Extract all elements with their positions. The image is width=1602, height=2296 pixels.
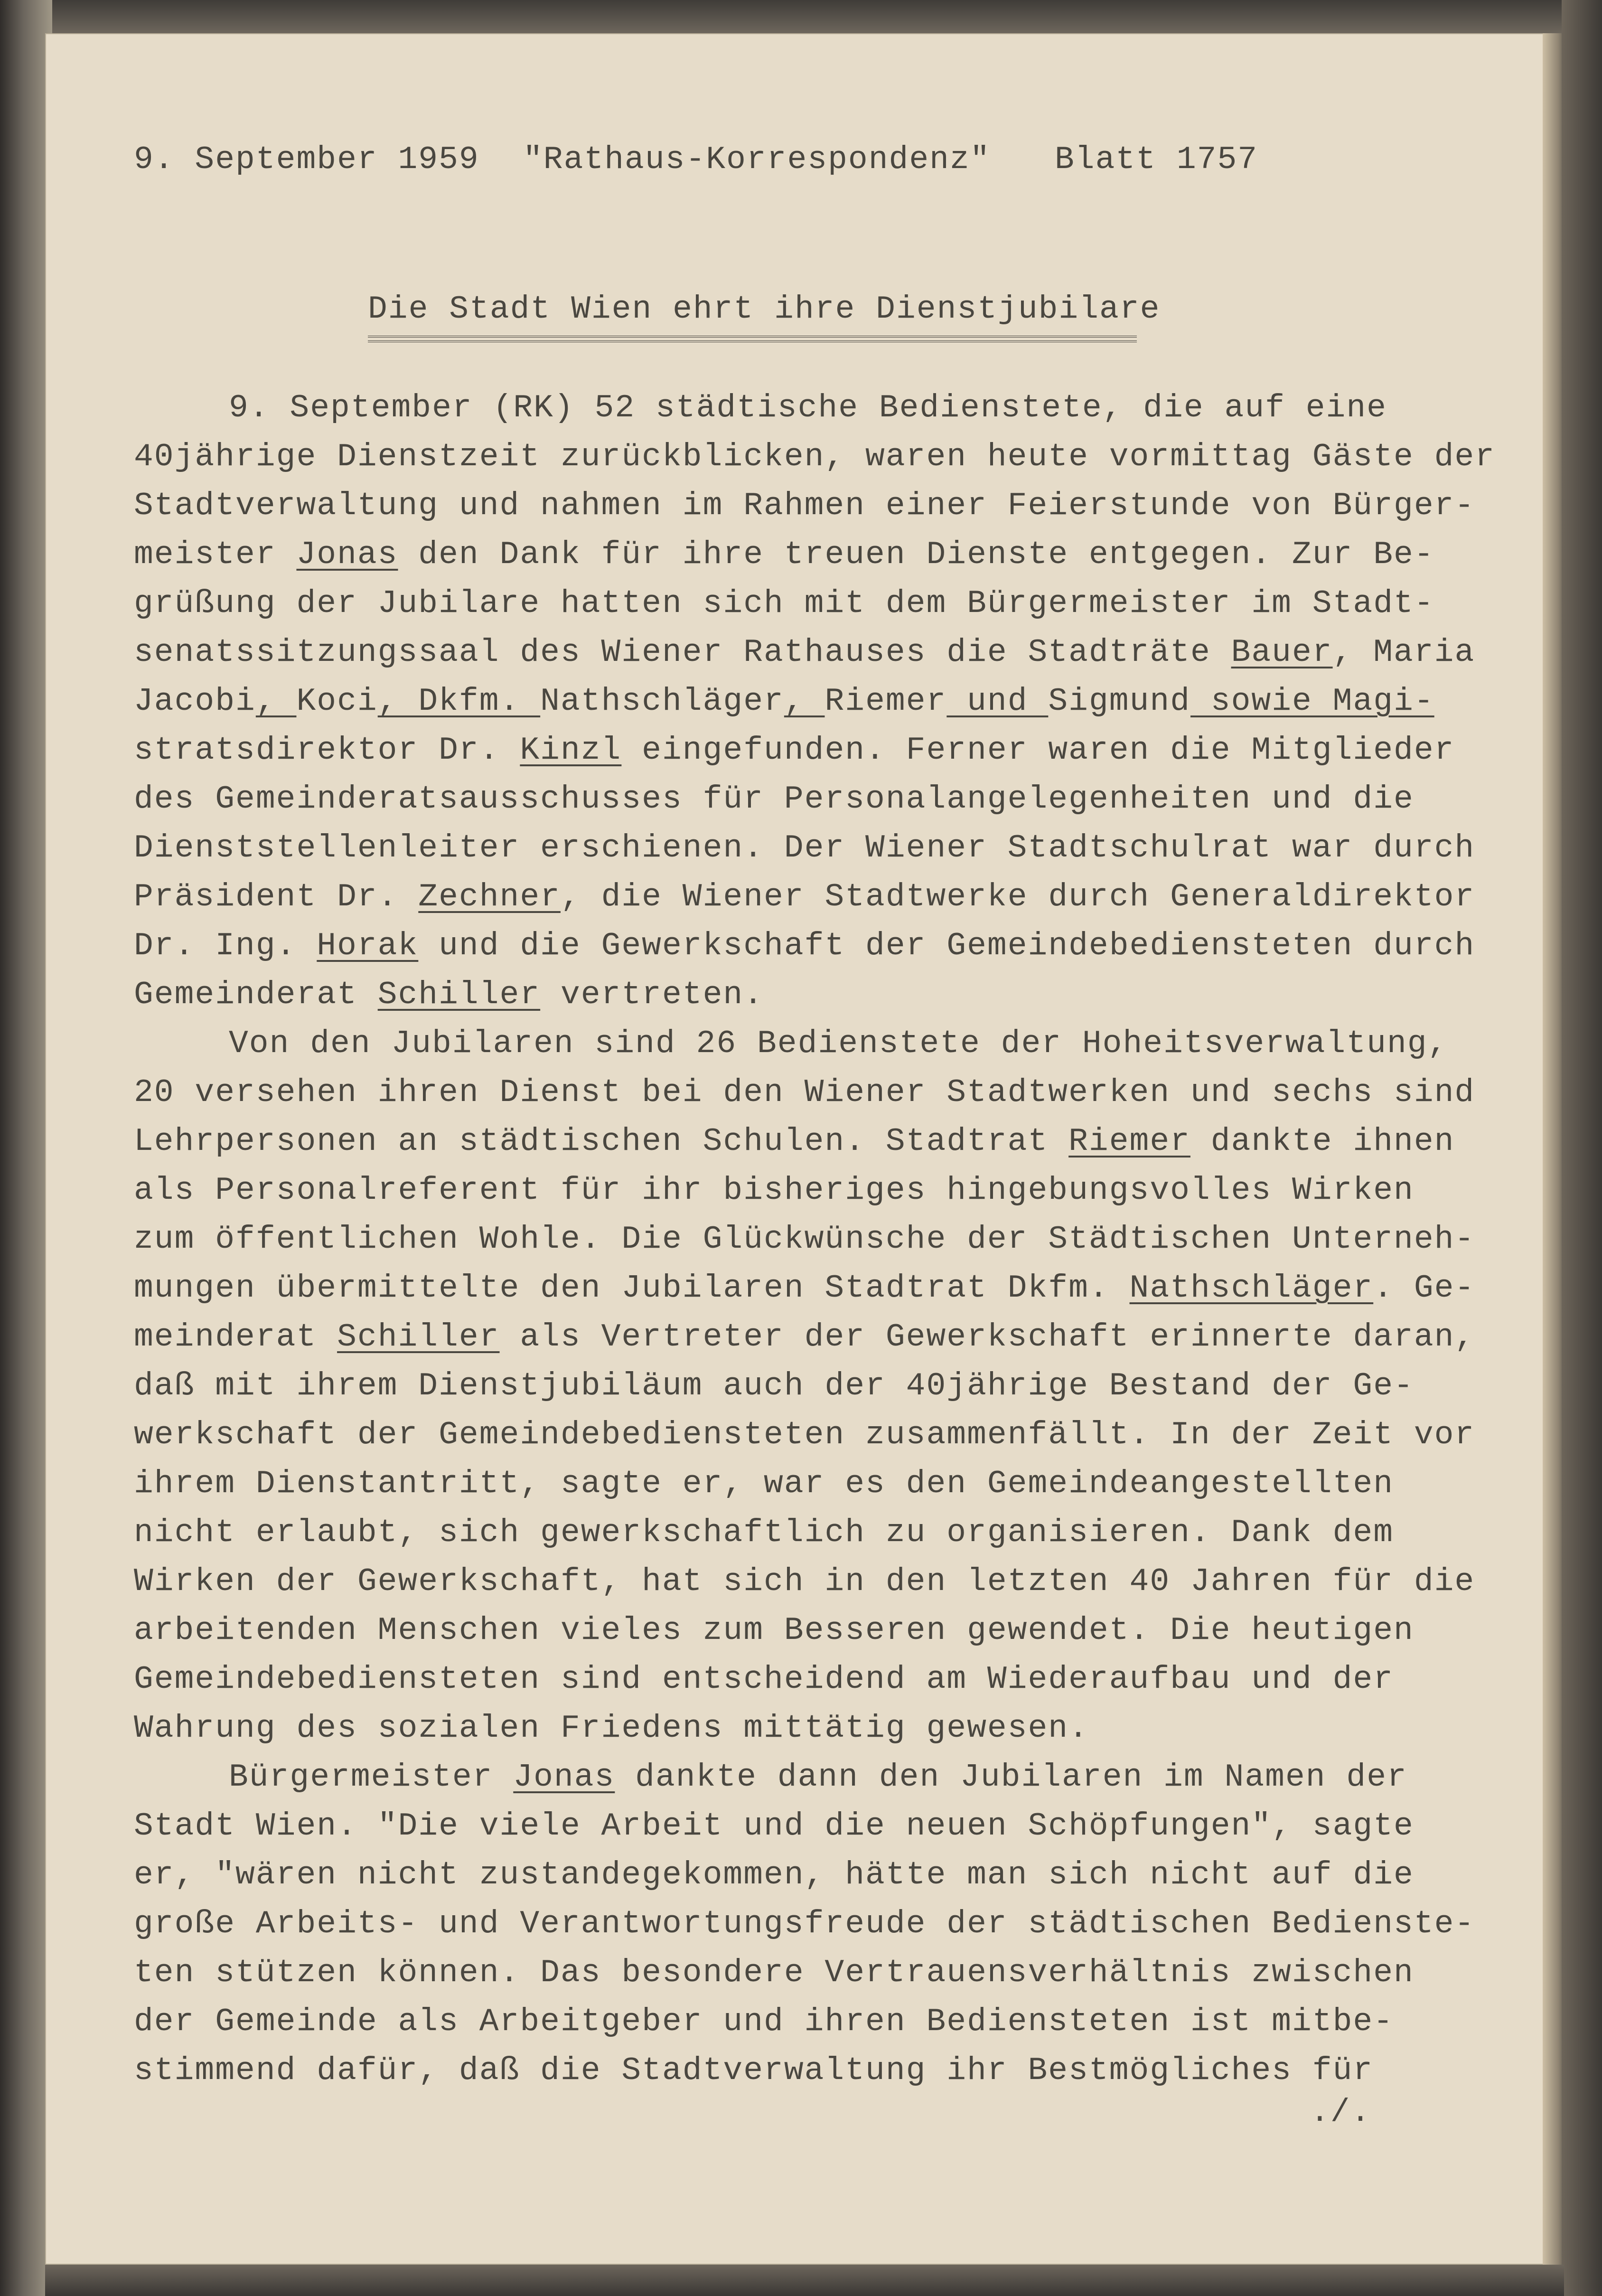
- article-title: Die Stadt Wien ehrt ihre Dienstjubilare: [368, 291, 1161, 328]
- body-line: [134, 1655, 1463, 1704]
- line-text: Präsident Dr.: [134, 879, 419, 915]
- underlined-name: Jonas: [513, 1759, 615, 1796]
- title-double-underline: [368, 336, 1137, 342]
- line-text: senatssitzungssaal des Wiener Rathauses die Stadträte: [134, 634, 1231, 671]
- underlined-name: Nathschläger: [1129, 1270, 1374, 1307]
- line-text: meister: [134, 536, 297, 573]
- line-text: als Personalreferent für ihr bisheriges hingebungsvolles Wirken: [134, 1172, 1414, 1209]
- underlined-name: Bauer: [1231, 634, 1333, 671]
- body-line: [134, 579, 1463, 628]
- body-line: [134, 1508, 1463, 1557]
- body-line: [134, 433, 1496, 481]
- scan-right-border: [1562, 0, 1602, 2296]
- underlined-name: ,: [255, 683, 297, 720]
- line-text: grüßung der Jubilare hatten sich mit dem Bürgermeister im Stadt-: [134, 585, 1434, 622]
- line-text: 9. September (RK) 52 städtische Bedienstete, die auf eine: [229, 390, 1387, 426]
- line-text: stratsdirektor Dr.: [134, 732, 520, 769]
- line-text: daß mit ihrem Dienstjubiläum auch der 40jährige Bestand der Ge-: [134, 1368, 1414, 1404]
- article-heading: [368, 285, 1161, 342]
- underlined-name: Zechner: [418, 879, 561, 915]
- body-line: [134, 922, 1475, 970]
- line-text: zum öffentlichen Wohle. Die Glückwünsche der Städtischen Unterneh-: [134, 1221, 1475, 1258]
- underlined-name: Schiller: [377, 977, 541, 1013]
- body-line: [134, 1459, 1463, 1508]
- body-line: [134, 1948, 1463, 1997]
- book-binding-edge: [0, 0, 52, 2296]
- underlined-name: Horak: [317, 928, 419, 964]
- line-text: Stadtverwaltung und nahmen im Rahmen einer Feierstunde von Bürger-: [134, 488, 1475, 524]
- body-line: [134, 1997, 1463, 2046]
- line-text: Nathschläger: [540, 683, 784, 720]
- body-line: [134, 677, 1463, 726]
- body-line: [134, 1802, 1463, 1851]
- body-line: [134, 2046, 1463, 2095]
- body-line: [134, 1704, 1463, 1753]
- scan-top-border: [45, 0, 1564, 33]
- body-line: [134, 1068, 1475, 1117]
- line-text: eingefunden. Ferner waren die Mitglieder: [621, 732, 1455, 769]
- line-text: Von den Jubilaren sind 26 Bedienstete der Hoheitsverwaltung,: [229, 1026, 1448, 1062]
- body-line: [134, 1900, 1475, 1948]
- body-line: [134, 1753, 1463, 1802]
- body-line: [134, 1166, 1463, 1215]
- line-text: Bürgermeister: [229, 1759, 514, 1796]
- line-text: Dr. Ing.: [134, 928, 317, 964]
- line-text: Koci: [296, 683, 378, 720]
- body-line: [134, 384, 1463, 433]
- body-line: [134, 1851, 1463, 1900]
- line-text: Lehrpersonen an städtischen Schulen. Stadtrat: [134, 1123, 1069, 1160]
- line-text: dankte ihnen: [1190, 1123, 1455, 1160]
- underlined-name: , Dkfm.: [377, 683, 541, 720]
- body-line: [134, 824, 1475, 873]
- scan-bottom-border: [45, 2265, 1564, 2296]
- page-header: [134, 135, 1258, 184]
- body-line: [134, 1557, 1475, 1606]
- line-text: Gemeinderat: [134, 977, 378, 1013]
- line-text: 20 versehen ihren Dienst bei den Wiener Stadtwerken und sechs sind: [134, 1074, 1475, 1111]
- body-line: [134, 970, 1463, 1019]
- body-line: [134, 530, 1463, 579]
- body-line: [134, 1215, 1475, 1264]
- line-text: große Arbeits- und Verantwortungsfreude der städtischen Bedienste-: [134, 1906, 1475, 1942]
- line-text: Jacobi: [134, 683, 256, 720]
- line-text: Gemeindebediensteten sind entscheidend am Wiederaufbau und der: [134, 1661, 1394, 1698]
- body-line: [134, 775, 1463, 824]
- body-line: [134, 1264, 1475, 1313]
- body-line: [134, 726, 1463, 775]
- line-text: stimmend dafür, daß die Stadtverwaltung ihr Bestmögliches für: [134, 2052, 1374, 2089]
- line-text: nicht erlaubt, sich gewerkschaftlich zu organisieren. Dank dem: [134, 1515, 1394, 1551]
- body-line: [134, 1313, 1475, 1362]
- line-text: meinderat: [134, 1319, 337, 1355]
- line-text: Wirken der Gewerkschaft, hat sich in den letzten 40 Jahren für die: [134, 1563, 1475, 1600]
- line-text: , Maria: [1332, 634, 1475, 671]
- line-text: 40jährige Dienstzeit zurückblicken, waren heute vormittag Gäste der: [134, 439, 1496, 475]
- line-text: Sigmund: [1048, 683, 1191, 720]
- header-date: 9. September 1959: [134, 141, 479, 178]
- line-text: den Dank für ihre treuen Dienste entgegen. Zur Be-: [398, 536, 1434, 573]
- line-text: ten stützen können. Das besondere Vertrauensverhältnis zwischen: [134, 1955, 1414, 1991]
- line-text: dankte dann den Jubilaren im Namen der: [615, 1759, 1407, 1796]
- line-text: ihrem Dienstantritt, sagte er, war es den Gemeindeangestellten: [134, 1466, 1394, 1502]
- line-text: mungen übermittelte den Jubilaren Stadtrat Dkfm.: [134, 1270, 1130, 1307]
- underlined-name: Schiller: [337, 1319, 500, 1355]
- line-text: werkschaft der Gemeindebediensteten zusammenfällt. In der Zeit vor: [134, 1417, 1475, 1453]
- header-sheet-number: Blatt 1757: [1055, 141, 1258, 178]
- underlined-name: und: [946, 683, 1049, 720]
- body-line: [134, 873, 1475, 922]
- underlined-name: ,: [784, 683, 825, 720]
- underlined-name: Jonas: [296, 536, 398, 573]
- continuation-mark: ./.: [1310, 2094, 1371, 2131]
- line-text: der Gemeinde als Arbeitgeber und ihren Bediensteten ist mitbe-: [134, 2004, 1394, 2040]
- header-publication: "Rathaus-Korrespondenz": [523, 141, 991, 178]
- line-text: er, "wären nicht zustandegekommen, hätte man sich nicht auf die: [134, 1857, 1414, 1893]
- body-line: [134, 628, 1475, 677]
- body-line: [134, 1411, 1475, 1459]
- body-line: [134, 481, 1475, 530]
- line-text: vertreten.: [540, 977, 764, 1013]
- line-text: . Ge-: [1373, 1270, 1475, 1307]
- line-text: Riemer: [824, 683, 947, 720]
- line-text: des Gemeinderatsausschusses für Personalangelegenheiten und die: [134, 781, 1414, 818]
- line-text: und die Gewerkschaft der Gemeindebediensteten durch: [418, 928, 1475, 964]
- line-text: Stadt Wien. "Die viele Arbeit und die neuen Schöpfungen", sagte: [134, 1808, 1414, 1844]
- line-text: , die Wiener Stadtwerke durch Generaldirektor: [560, 879, 1475, 915]
- body-line: [134, 1019, 1463, 1068]
- underlined-name: Kinzl: [520, 732, 622, 769]
- body-line: [134, 1606, 1463, 1655]
- body-line: [134, 1362, 1463, 1411]
- line-text: als Vertreter der Gewerkschaft erinnerte daran,: [499, 1319, 1475, 1355]
- line-text: Wahrung des sozialen Friedens mittätig gewesen.: [134, 1710, 1089, 1747]
- article-body: [134, 384, 1496, 2095]
- underlined-name: Riemer: [1068, 1123, 1190, 1160]
- line-text: arbeitenden Menschen vieles zum Besseren gewendet. Die heutigen: [134, 1612, 1414, 1649]
- body-line: [134, 1117, 1463, 1166]
- line-text: Dienststellenleiter erschienen. Der Wiener Stadtschulrat war durch: [134, 830, 1475, 866]
- underlined-name: sowie Magi-: [1190, 683, 1434, 720]
